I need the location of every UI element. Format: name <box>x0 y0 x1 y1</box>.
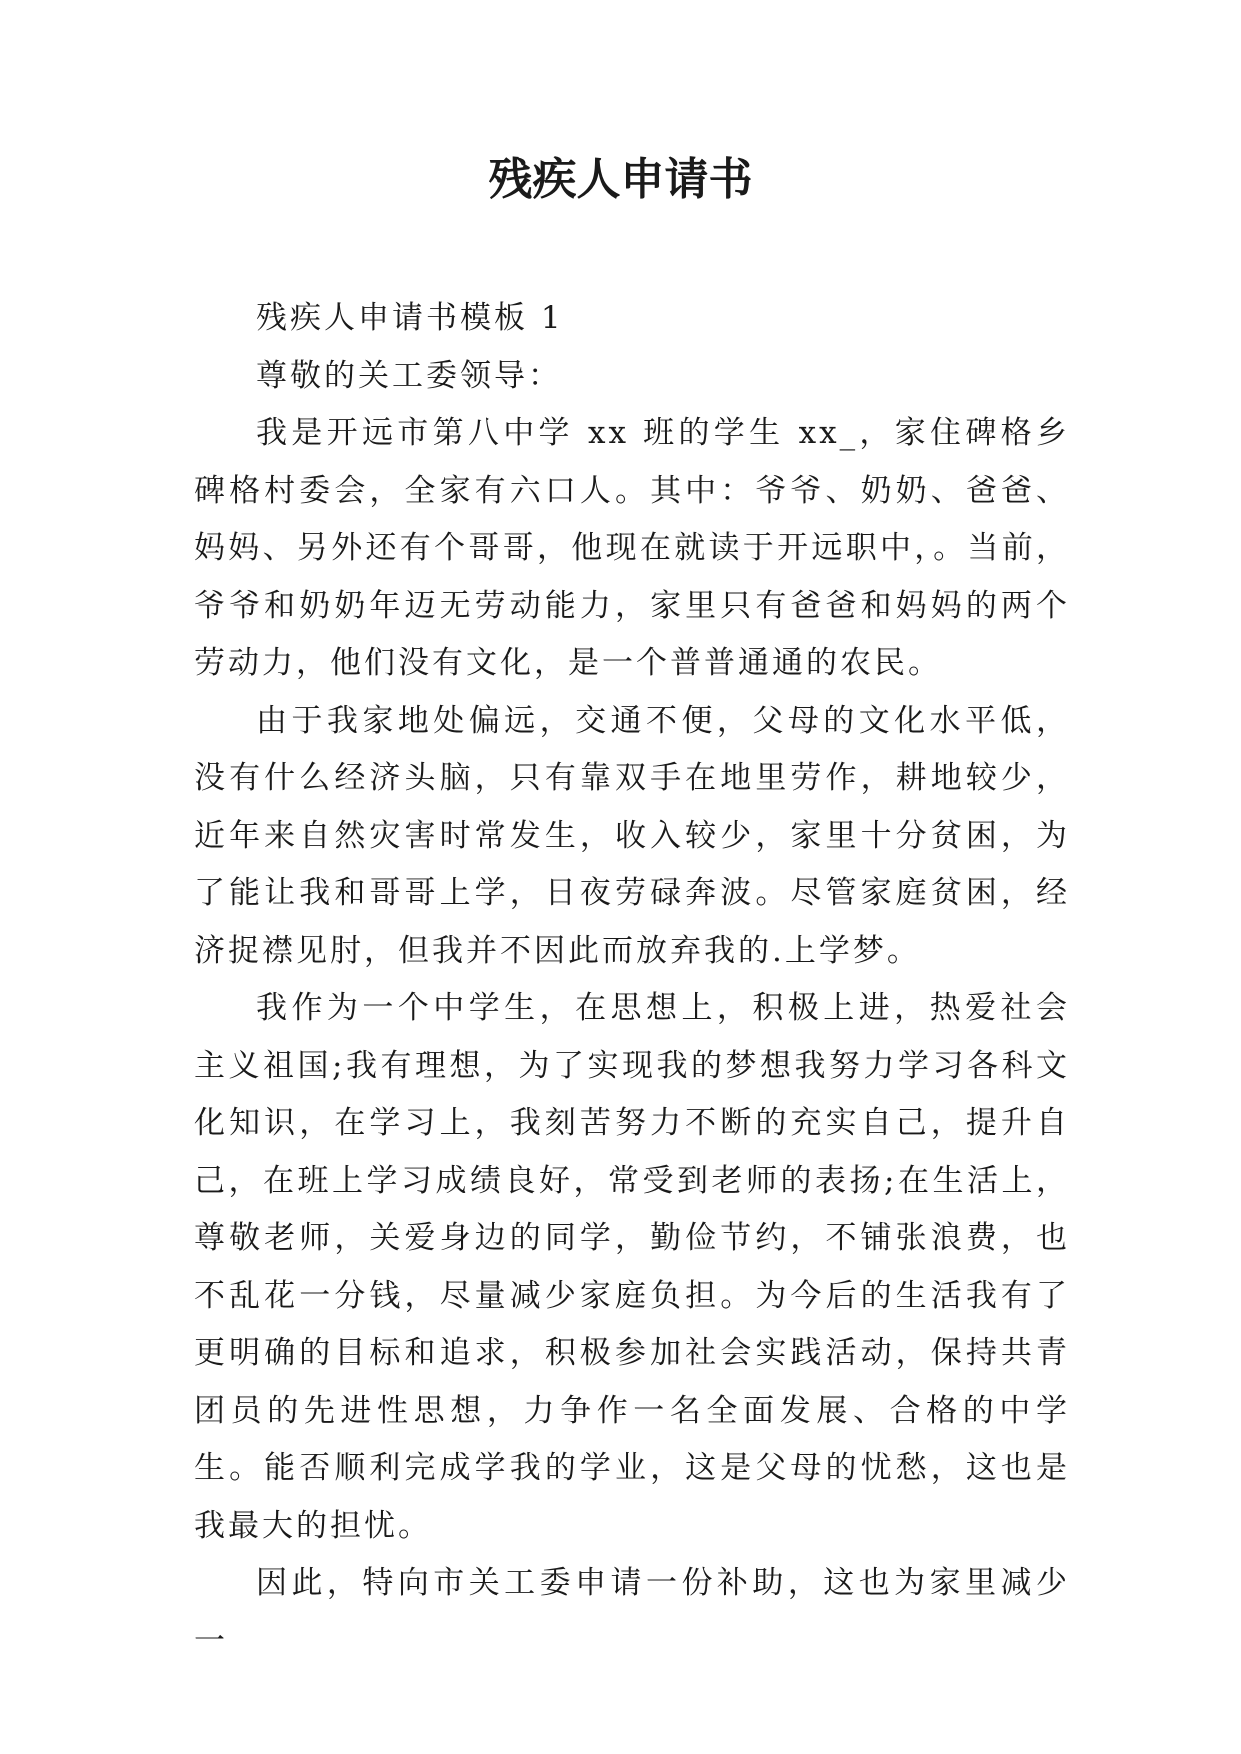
document-title: 残疾人申请书 <box>488 154 753 205</box>
salutation: 尊敬的关工委领导： <box>256 357 562 394</box>
template-heading: 残疾人申请书模板 1 <box>256 300 564 336</box>
paragraph-hardship: 由于我家地处偏远，交通不便，父母的文化水平低，没有什么经济头脑，只有靠双手在地里劳作，耕地较少，近年来自然灾害时常发生，收入较少，家里十分贫困，为了能让我和哥哥上学，日夜劳碌奔波。尽管家庭贫困，经济捉襟见肘，但我并不因此而放弃我的.上学梦。 <box>194 702 1070 969</box>
paragraph-request: 因此，特向市关工委申请一份补助，这也为家里减少一 <box>194 1565 1070 1659</box>
document-body <box>194 290 1070 1670</box>
paragraph-personal-conduct: 我作为一个中学生，在思想上，积极上进，热爱社会主义祖国;我有理想，为了实现我的梦想我努力学习各科文化知识，在学习上，我刻苦努力不断的充实自己，提升自己，在班上学习成绩良好，常受到老师的表扬;在生活上，尊敬老师，关爱身边的同学，勤俭节约，不铺张浪费，也不乱花一分钱，尽量减少家庭负担。为今后的生活我有了更明确的目标和追求，积极参加社会实践活动，保持共青团员的先进性思想，力争作一名全面发展、合格的中学生。能否顺利完成学我的学业，这是父母的忧愁，这也是我最大的担忧。 <box>194 990 1070 1544</box>
paragraph-family-background: 我是开远市第八中学 xx 班的学生 xx_，家住碑格乡碑格村委会，全家有六口人。其中：爷爷、奶奶、爸爸、妈妈、另外还有个哥哥，他现在就读于开远职中，。当前，爷爷和奶奶年迈无劳动能力，家里只有爸爸和妈妈的两个劳动力，他们没有文化，是一个普普通通的农民。 <box>194 415 1070 681</box>
